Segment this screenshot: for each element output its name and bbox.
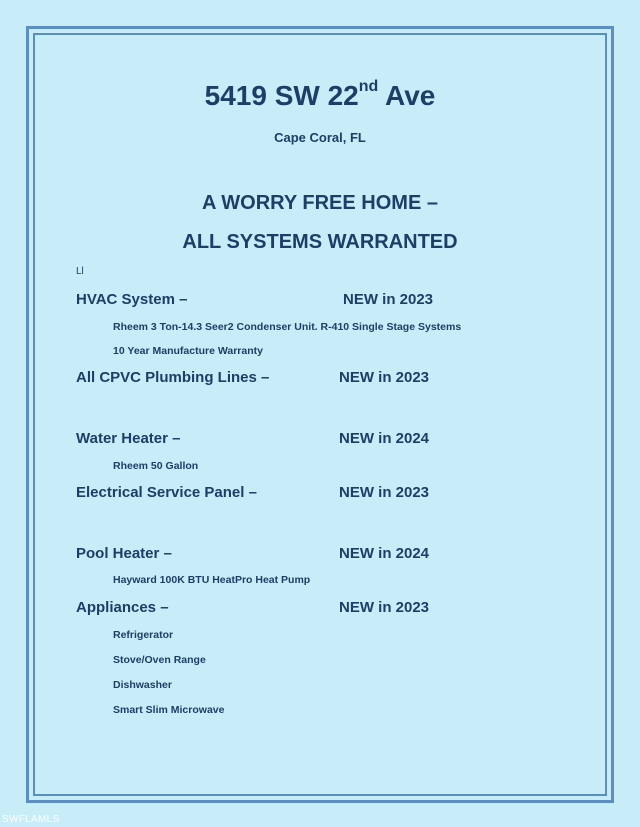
item-label-plumbing: All CPVC Plumbing Lines –	[76, 369, 270, 386]
item-label-appliances: Appliances –	[76, 599, 169, 616]
item-status-plumbing: NEW in 2023	[339, 369, 430, 386]
item-status-hvac: NEW in 2023	[343, 291, 434, 308]
item-detail: Rheem 50 Gallon	[113, 460, 199, 472]
item-status-water-heater: NEW in 2024	[339, 430, 430, 447]
item-label-electrical: Electrical Service Panel –	[76, 484, 257, 501]
headline-worry-free: A WORRY FREE HOME –	[202, 192, 438, 214]
item-label-hvac: HVAC System –	[76, 291, 188, 308]
item-label-pool-heater: Pool Heater –	[76, 545, 172, 562]
item-status-appliances: NEW in 2023	[339, 599, 430, 616]
mls-watermark: SWFLAMLS	[2, 814, 60, 825]
headline-systems-warranted: ALL SYSTEMS WARRANTED	[182, 231, 458, 253]
item-detail: Stove/Oven Range	[113, 654, 206, 666]
item-detail: 10 Year Manufacture Warranty	[113, 345, 263, 357]
city-subtitle: Cape Coral, FL	[274, 130, 366, 145]
address-title: 5419 SW 22nd Ave	[204, 78, 436, 111]
item-detail: Hayward 100K BTU HeatPro Heat Pump	[113, 574, 311, 586]
item-detail: Dishwasher	[113, 679, 172, 691]
item-detail: Refrigerator	[113, 629, 174, 641]
item-status-pool-heater: NEW in 2024	[339, 545, 430, 562]
item-status-electrical: NEW in 2023	[339, 484, 430, 501]
item-detail: Rheem 3 Ton-14.3 Seer2 Condenser Unit. R-410 Single Stage Systems	[113, 321, 462, 333]
item-label-water-heater: Water Heater –	[76, 430, 181, 447]
item-detail: Smart Slim Microwave	[113, 704, 225, 716]
stray-text: Ll	[76, 266, 84, 277]
